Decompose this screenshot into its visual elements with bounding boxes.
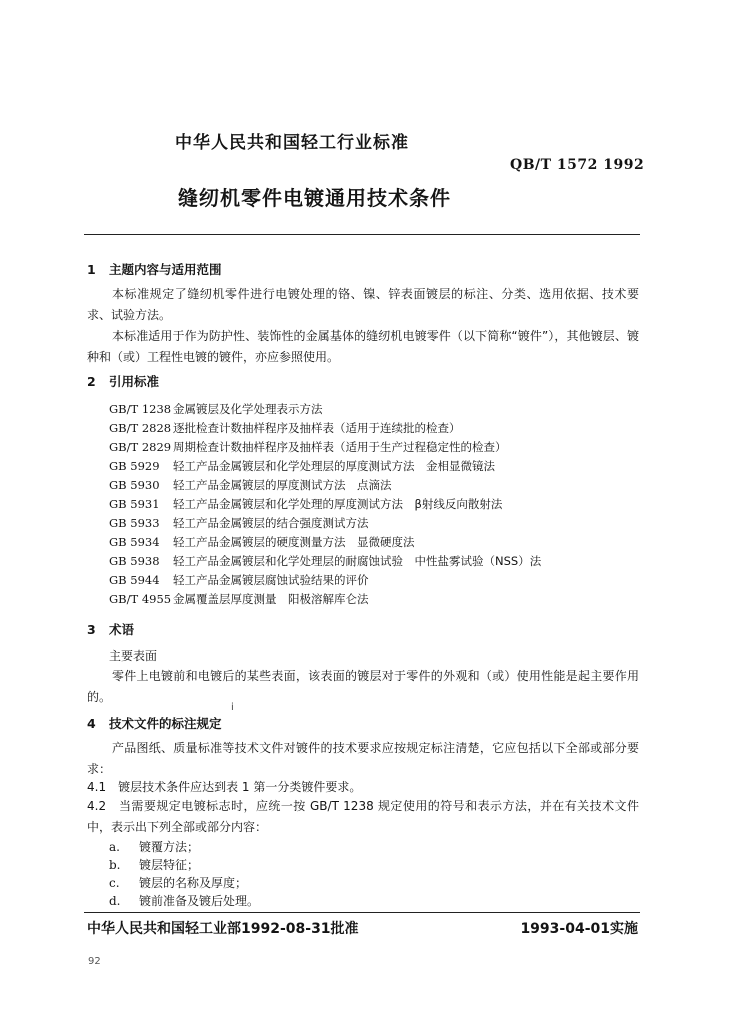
implementation-date: 1993-04-01实施 (520, 921, 638, 937)
section-4-heading (87, 714, 222, 732)
list-item (109, 874, 247, 891)
reference-title: 周期检查计数抽样程序及抽样表（适用于生产过程稳定性的检查） (173, 440, 507, 454)
reference-title: 轻工产品金属镀层和化学处理层的耐腐蚀试验 中性盐雾试验（NSS）法 (173, 554, 542, 568)
section-number: 3 (87, 622, 96, 637)
section-2-heading (87, 372, 159, 390)
reference-item (109, 477, 392, 493)
reference-code: GB 5931 (109, 497, 160, 511)
section-1-paragraph-2: 本标准适用于作为防护性、装饰性的金属基体的缝纫机电镀零件（以下简称“镀件”），其他镀层、镀种和（或）工程性电镀的镀件，亦应参照使用。 (87, 329, 639, 364)
reference-item (109, 439, 507, 455)
reference-code: GB/T 4955 (109, 592, 172, 606)
section-number: 1 (87, 262, 96, 277)
reference-item (109, 591, 369, 607)
issuing-body-title: 中华人民共和国轻工行业标准 (175, 133, 409, 153)
reference-title: 轻工产品金属镀层和化学处理层的厚度测试方法 金相显微镜法 (173, 459, 495, 473)
term-name: 主要表面 (109, 649, 158, 663)
section-1-heading (87, 260, 222, 278)
section-title: 主题内容与适用范围 (109, 262, 222, 277)
list-item-label: b. (109, 858, 121, 872)
reference-item (109, 496, 502, 512)
reference-title: 轻工产品金属镀层腐蚀试验结果的评价 (173, 573, 369, 587)
list-item-text: 镀前准备及镀后处理。 (139, 894, 260, 908)
reference-title: 轻工产品金属镀层和化学处理的厚度测试方法 β射线反向散射法 (173, 497, 503, 511)
list-item (109, 856, 199, 873)
list-item (109, 892, 259, 909)
section-4-intro: 产品图纸、质量标准等技术文件对镀件的技术要求应按规定标注清楚，它应包括以下全部或部分要求： (87, 741, 639, 776)
list-item-text: 镀层的名称及厚度； (139, 876, 248, 890)
section-title: 引用标准 (109, 374, 160, 389)
reference-item (109, 515, 369, 531)
reference-code: GB/T 2829 (109, 440, 172, 454)
stray-mark: i (231, 702, 234, 713)
reference-code: GB 5933 (109, 516, 160, 530)
section-number: 4 (87, 716, 96, 731)
clause-4-2: 4.2 当需要规定电镀标志时，应统一按 GB/T 1238 规定使用的符号和表示方法，并在有关技术文件中，表示出下列全部或部分内容： (87, 799, 639, 834)
reference-title: 金属镀层及化学处理表示方法 (173, 402, 323, 416)
reference-title: 轻工产品金属镀层的硬度测量方法 显微硬度法 (173, 535, 415, 549)
clause-4-1: 4.1 镀层技术条件应达到表 1 第一分类镀件要求。 (87, 780, 362, 794)
reference-code: GB/T 2828 (109, 421, 172, 435)
section-3-heading (87, 620, 134, 638)
reference-title: 轻工产品金属镀层的结合强度测试方法 (173, 516, 369, 530)
section-title: 技术文件的标注规定 (109, 716, 222, 731)
reference-code: GB 5929 (109, 459, 160, 473)
reference-code: GB 5944 (109, 573, 160, 587)
footer-divider (84, 912, 640, 913)
reference-item (109, 420, 461, 436)
reference-item (109, 401, 323, 417)
standard-number: QB/T 1572 1992 (510, 157, 645, 173)
page-number: 92 (88, 956, 101, 967)
reference-title: 轻工产品金属镀层的厚度测试方法 点滴法 (173, 478, 392, 492)
section-number: 2 (87, 374, 96, 389)
header-divider (84, 234, 640, 235)
document-title: 缝纫机零件电镀通用技术条件 (178, 186, 451, 210)
reference-item (109, 458, 495, 474)
section-1-paragraph-1: 本标准规定了缝纫机零件进行电镀处理的铬、镍、锌表面镀层的标注、分类、选用依据、技术要求、试验方法。 (87, 287, 639, 322)
term-definition: 零件上电镀前和电镀后的某些表面，该表面的镀层对于零件的外观和（或）使用性能是起主要作用的。 (87, 669, 639, 704)
list-item-text: 镀层特征； (139, 858, 200, 872)
approval-line: 中华人民共和国轻工业部1992-08-31批准 (87, 921, 359, 937)
reference-item (109, 553, 541, 569)
reference-item (109, 534, 415, 550)
reference-title: 金属覆盖层厚度测量 阳极溶解库仑法 (173, 592, 369, 606)
reference-code: GB 5934 (109, 535, 160, 549)
list-item-text: 镀覆方法； (139, 840, 200, 854)
reference-code: GB 5938 (109, 554, 160, 568)
reference-code: GB/T 1238 (109, 402, 172, 416)
reference-code: GB 5930 (109, 478, 160, 492)
list-item-label: d. (109, 894, 121, 908)
list-item-label: c. (109, 876, 120, 890)
list-item-label: a. (109, 840, 120, 854)
reference-title: 逐批检查计数抽样程序及抽样表（适用于连续批的检查） (173, 421, 461, 435)
reference-item (109, 572, 369, 588)
section-title: 术语 (109, 622, 135, 637)
list-item (109, 838, 199, 855)
